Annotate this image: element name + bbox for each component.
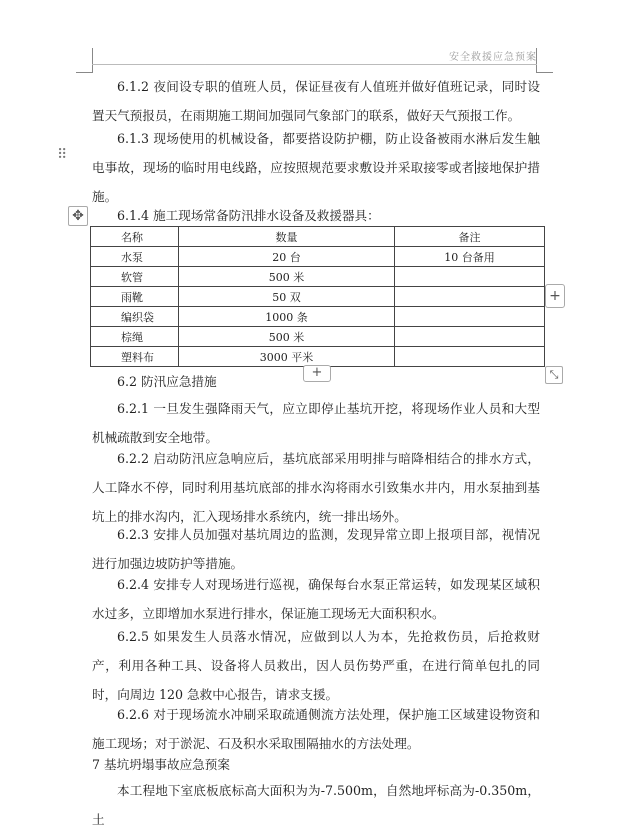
table-row: [91, 287, 545, 307]
paragraph-6-2-5[interactable]: 6.2.5 如果发生人员落水情况，应做到以人为本，先抢救伤员，后抢救财产，利用各种工具、设备将人员救出，因人员伤势严重，在进行简单包扎的同时，向周边 120 急救中心报告，请求支援。: [92, 629, 540, 702]
paragraph-6-1-3-text-b: 接地保护措施。: [92, 160, 541, 204]
table-cell[interactable]: 500 米: [179, 327, 395, 347]
table-header-cell[interactable]: 名称: [91, 227, 179, 247]
table-cell[interactable]: 20 台: [179, 247, 395, 267]
paragraph-6-2-4[interactable]: 6.2.4 安排专人对现场进行巡视，确保每台水泵正常运转，如发现某区域积水过多，立即增加水泵进行排水，保证施工现场无大面积积水。: [92, 577, 540, 621]
table-header-cell[interactable]: 备注: [395, 227, 545, 247]
equipment-table[interactable]: [90, 226, 545, 367]
paragraph-6-1-4[interactable]: 6.1.4 施工现场常备防汛排水设备及救援器具：: [117, 208, 380, 223]
move-table-icon[interactable]: ✥: [68, 206, 88, 226]
paragraph-7-body[interactable]: 本工程地下室底板底标高大面积为为-7.500m，自然地坪标高为-0.350m，土: [92, 783, 540, 827]
add-row-button[interactable]: +: [303, 365, 331, 382]
table-cell[interactable]: 500 米: [179, 267, 395, 287]
table-row: [91, 347, 545, 367]
paragraph-6-2-1[interactable]: 6.2.1 一旦发生强降雨天气，应立即停止基坑开挖，将现场作业人员和大型机械疏散到安全地带。: [92, 401, 540, 445]
table-cell[interactable]: 雨靴: [91, 287, 179, 307]
table-row: [91, 327, 545, 347]
table-row: [91, 307, 545, 327]
paragraph-6-1-3[interactable]: [92, 124, 540, 211]
table-cell[interactable]: [395, 307, 545, 327]
table-cell[interactable]: 编织袋: [91, 307, 179, 327]
table-cell[interactable]: [395, 267, 545, 287]
table-cell[interactable]: 软管: [91, 267, 179, 287]
paragraph-6-1-2[interactable]: 6.1.2 夜间设专职的值班人员，保证昼夜有人值班并做好值班记录，同时设置天气预报员，在雨期施工期间加强同气象部门的联系，做好天气预报工作。: [92, 79, 540, 123]
crop-mark-top-left: [76, 48, 93, 73]
table-cell[interactable]: [395, 287, 545, 307]
heading-7[interactable]: 7 基坑坍塌事故应急预案: [92, 757, 230, 772]
heading-6-2[interactable]: 6.2 防汛应急措施: [117, 374, 217, 389]
table-cell[interactable]: [395, 347, 545, 367]
table-row: [91, 267, 545, 287]
table-cell[interactable]: 3000 平米: [179, 347, 395, 367]
header-divider: [92, 64, 537, 65]
table-cell[interactable]: 1000 条: [179, 307, 395, 327]
table-cell[interactable]: 10 台备用: [395, 247, 545, 267]
paragraph-6-2-2[interactable]: 6.2.2 启动防汛应急响应后，基坑底部采用明排与暗降相结合的排水方式，人工降水不停，同时利用基坑底部的排水沟将雨水引致集水井内，用水泵抽到基坑上的排水沟内，汇入现场排水系统内，统一排出场外。: [92, 451, 540, 524]
crop-mark-top-right: [536, 48, 553, 73]
paragraph-6-2-6[interactable]: 6.2.6 对于现场流水冲刷采取疏通侧流方法处理，保护施工区域建设物资和施工现场；对于淤泥、石及积水采取围隔抽水的方法处理。: [92, 707, 540, 751]
paragraph-6-1-3-text-a: 6.1.3 现场使用的机械设备，都要搭设防护棚，防止设备被雨水淋后发生触电事故，现场的临时用电线路，应按照规范要求敷设并采取接零或者: [92, 131, 540, 175]
table-cell[interactable]: 水泵: [91, 247, 179, 267]
table-cell[interactable]: 棕绳: [91, 327, 179, 347]
paragraph-6-2-3[interactable]: 6.2.3 安排人员加强对基坑周边的监测，发现异常立即上报项目部，视情况进行加强边坡防护等措施。: [92, 527, 540, 571]
table-header-cell[interactable]: 数量: [179, 227, 395, 247]
page-header-title: 安全救援应急预案: [449, 52, 537, 63]
resize-icon[interactable]: ⤡: [545, 366, 563, 384]
table-header-row: [91, 227, 545, 247]
table-cell[interactable]: [395, 327, 545, 347]
drag-handle-icon[interactable]: ⠿: [57, 147, 67, 163]
table-cell[interactable]: 50 双: [179, 287, 395, 307]
add-column-button[interactable]: +: [545, 284, 565, 308]
table-row: [91, 247, 545, 267]
table-cell[interactable]: 塑料布: [91, 347, 179, 367]
